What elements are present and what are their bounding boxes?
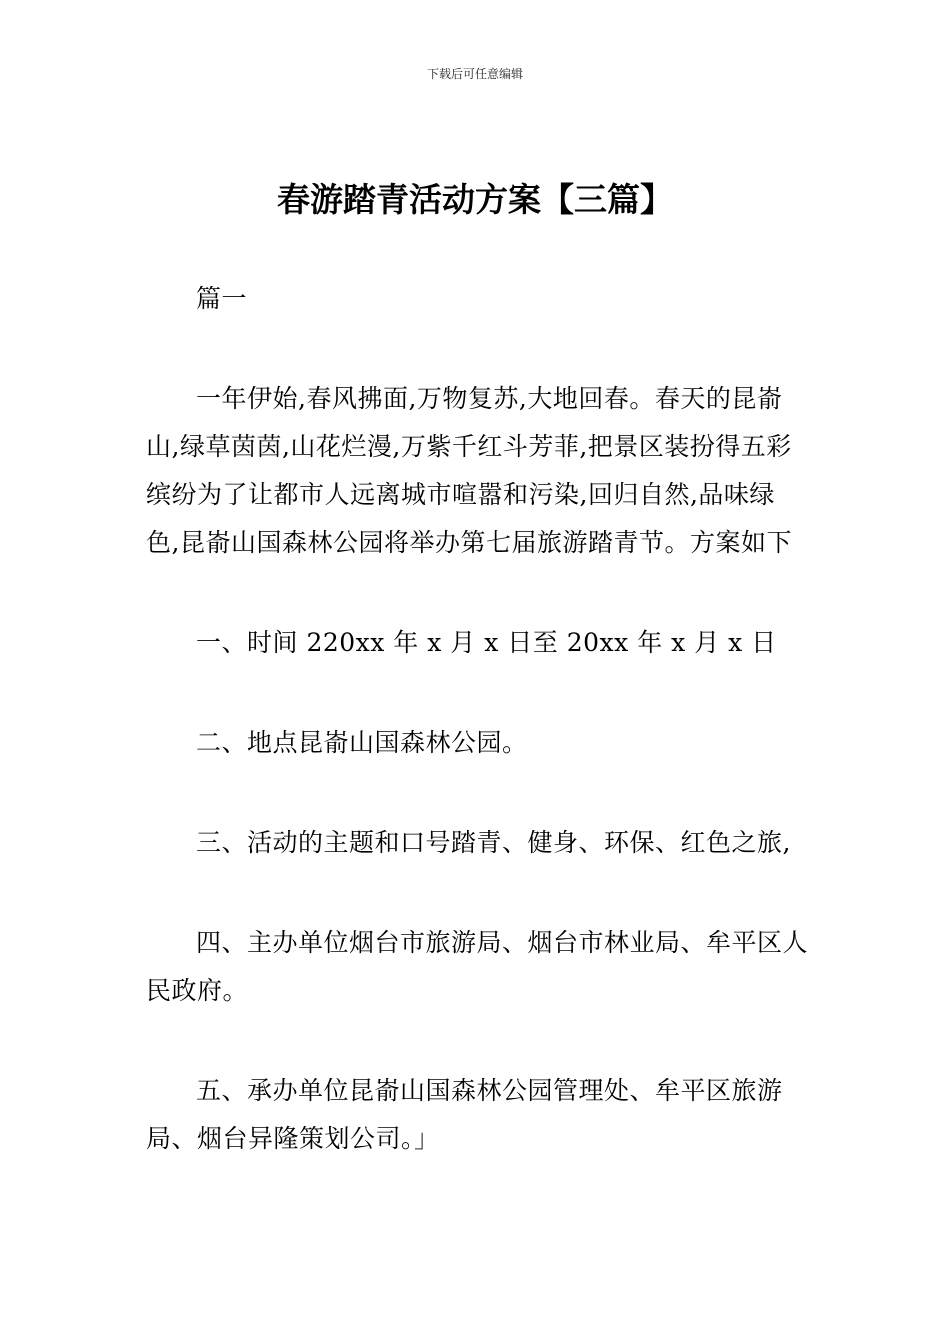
- item-theme: 三、活动的主题和口号踏青、健身、环保、红色之旅,: [196, 828, 791, 857]
- item-location: 二、地点昆嵛山国森林公园。: [196, 728, 528, 757]
- item-time: 一、时间 220xx 年 x 月 x 日至 20xx 年 x 月 x 日: [196, 628, 777, 657]
- intro-paragraph: 一年伊始,春风拂面,万物复苏,大地回春。春天的昆嵛山,绿草茵茵,山花烂漫,万紫千红斗芳菲,把景区装扮得五彩缤纷为了让都市人远离城市喧嚣和污染,回归自然,品味绿色,昆嵛山国森林公园将举办第七届旅游踏青节。方案如下: [146, 384, 792, 557]
- header-note: 下载后可任意编辑: [426, 67, 523, 81]
- item-organizer: 四、主办单位烟台市旅游局、烟台市林业局、牟平区人民政府。: [146, 928, 809, 1005]
- document-body: [146, 275, 808, 1163]
- section-heading: 篇一: [196, 284, 248, 313]
- item-undertaker: 五、承办单位昆嵛山国森林公园管理处、牟平区旅游局、烟台异隆策划公司。」: [146, 1076, 783, 1153]
- document-title: 春游踏青活动方案【三篇】: [277, 180, 673, 219]
